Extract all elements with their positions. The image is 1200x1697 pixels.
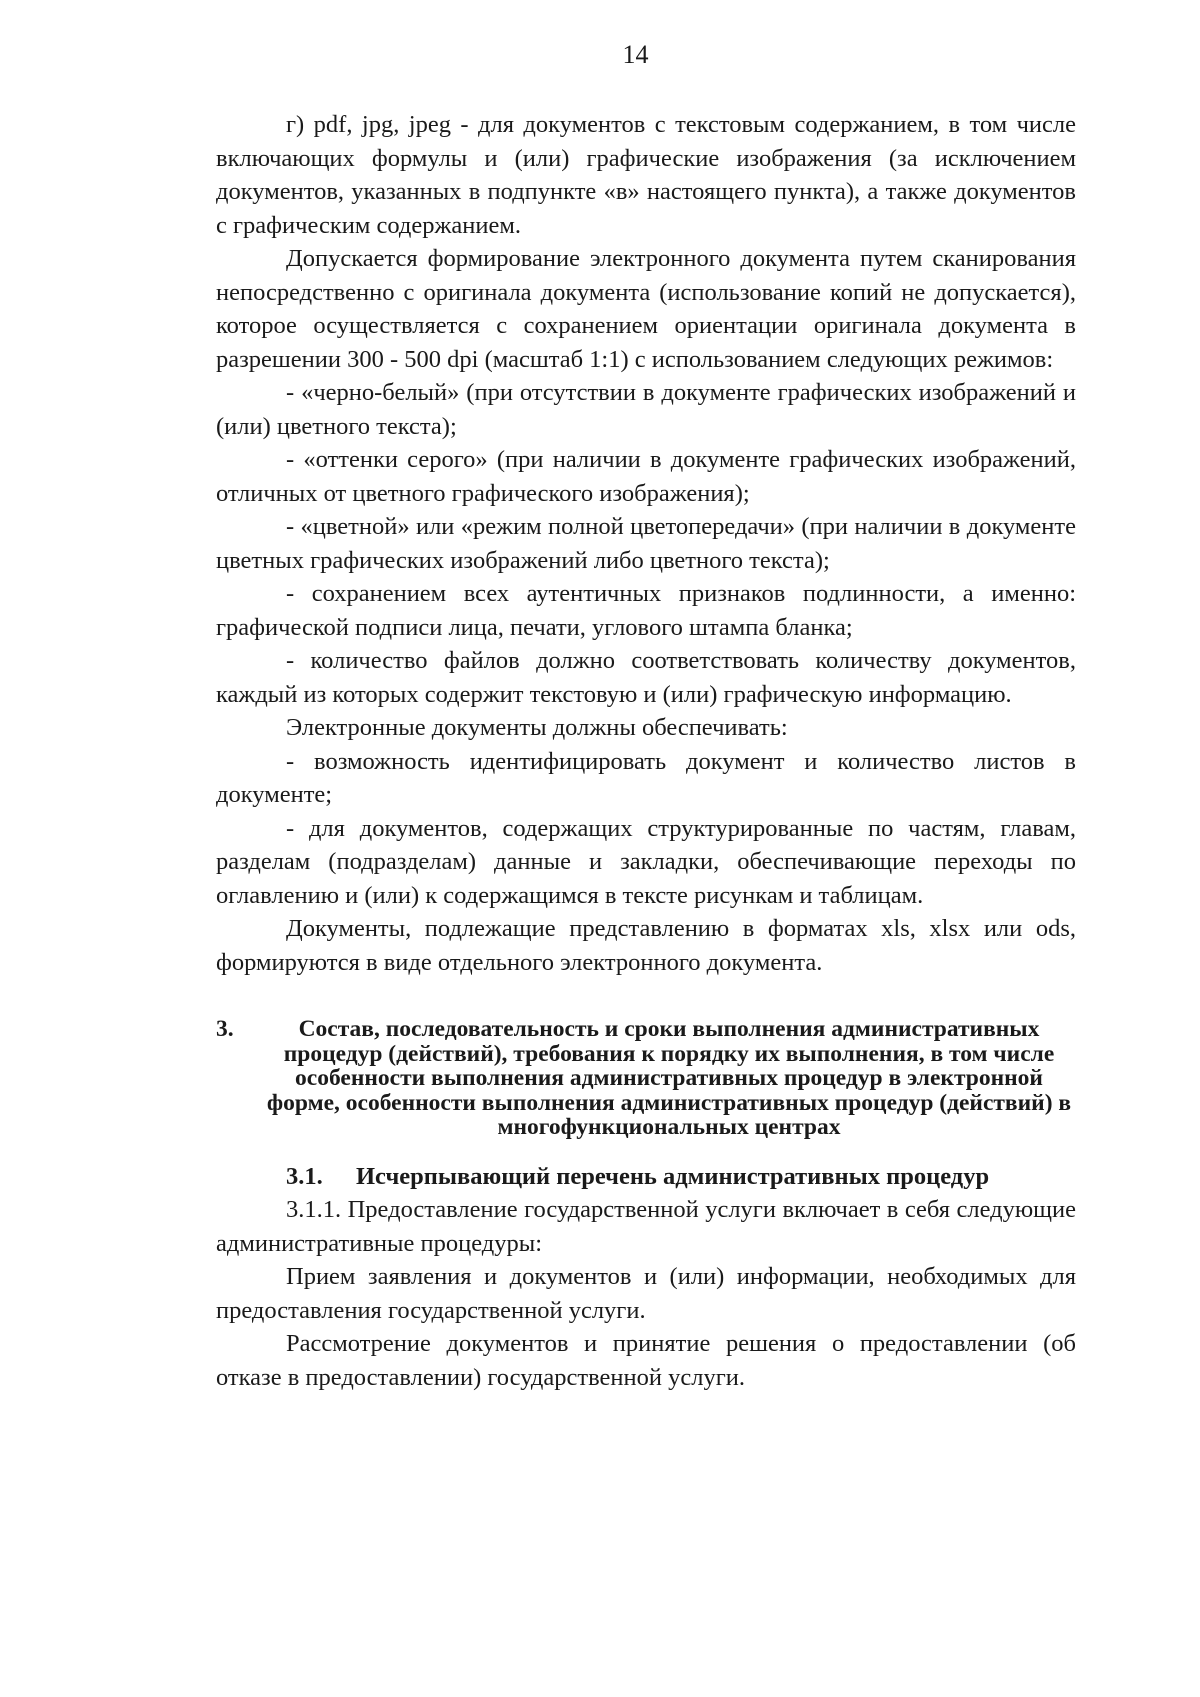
list-item-file-count: - количество файлов должно соответствовать количеству документов, каждый из которых содержит текстовую и (или) графическую информацию. <box>216 647 1076 708</box>
list-item-identify: - возможность идентифицировать документ и количество листов в документе; <box>216 747 1076 808</box>
document-body <box>216 108 1076 1394</box>
paragraph-spreadsheets: Документы, подлежащие представлению в форматах xls, xlsx или ods, формируются в виде отдельного электронного документа. <box>216 915 1076 976</box>
section-number: 3. <box>216 1016 234 1042</box>
list-item-authenticity: - сохранением всех аутентичных признаков подлинности, а именно: графической подписи лица, печати, углового штампа бланка; <box>216 580 1076 641</box>
paragraph-electronic-docs: Электронные документы должны обеспечивать: <box>286 714 788 741</box>
paragraph-procedure-review: Рассмотрение документов и принятие решения о предоставлении (об отказе в предоставлении) государственной услуги. <box>216 1330 1076 1391</box>
subsection-heading <box>216 1160 1076 1194</box>
list-item-bookmarks: - для документов, содержащих структурированные по частям, главам, разделам (подразделам) данные и закладки, обеспечивающие переходы по оглавлению и (или) к содержащимся в тексте рисункам и таблицам. <box>216 814 1076 909</box>
subsection-number: 3.1. <box>286 1162 323 1190</box>
page-number: 14 <box>622 40 649 69</box>
list-item-color: - «цветной» или «режим полной цветопередачи» (при наличии в документе цветных графических изображений либо цветного текста); <box>216 513 1076 574</box>
paragraph-formats-pdf: г) pdf, jpg, jpeg - для документов с текстовым содержанием, в том числе включающих формулы и (или) графические изображения (за исключением документов, указанных в подпункте «в» настоящего пункта), а также документов с графическим содержанием. <box>216 111 1076 239</box>
list-item-grayscale: - «оттенки серого» (при наличии в документе графических изображений, отличных от цветного графического изображения); <box>216 446 1076 507</box>
paragraph-procedure-intake: Прием заявления и документов и (или) информации, необходимых для предоставления государственной услуги. <box>216 1263 1076 1324</box>
section-heading <box>216 1017 1076 1140</box>
section-title: Состав, последовательность и сроки выполнения административных процедур (действий), требования к порядку их выполнения, в том числе особенности выполнения административных процедур в электронной форме, особенности выполнения административных процедур (действий) в многофункциональных центрах <box>266 1016 1072 1140</box>
list-item-black-white: - «черно-белый» (при отсутствии в документе графических изображений и (или) цветного текста); <box>216 379 1076 440</box>
paragraph-procedures-intro: 3.1.1. Предоставление государственной услуги включает в себя следующие административные процедуры: <box>216 1196 1076 1257</box>
subsection-title: Исчерпывающий перечень административных процедур <box>356 1162 990 1190</box>
paragraph-scanning: Допускается формирование электронного документа путем сканирования непосредственно с оригинала документа (использование копий не допускается), которое осуществляется с сохранением ориентации оригинала документа в разрешении 300 - 500 dpi (масштаб 1:1) с использованием следующих режимов: <box>216 245 1076 373</box>
